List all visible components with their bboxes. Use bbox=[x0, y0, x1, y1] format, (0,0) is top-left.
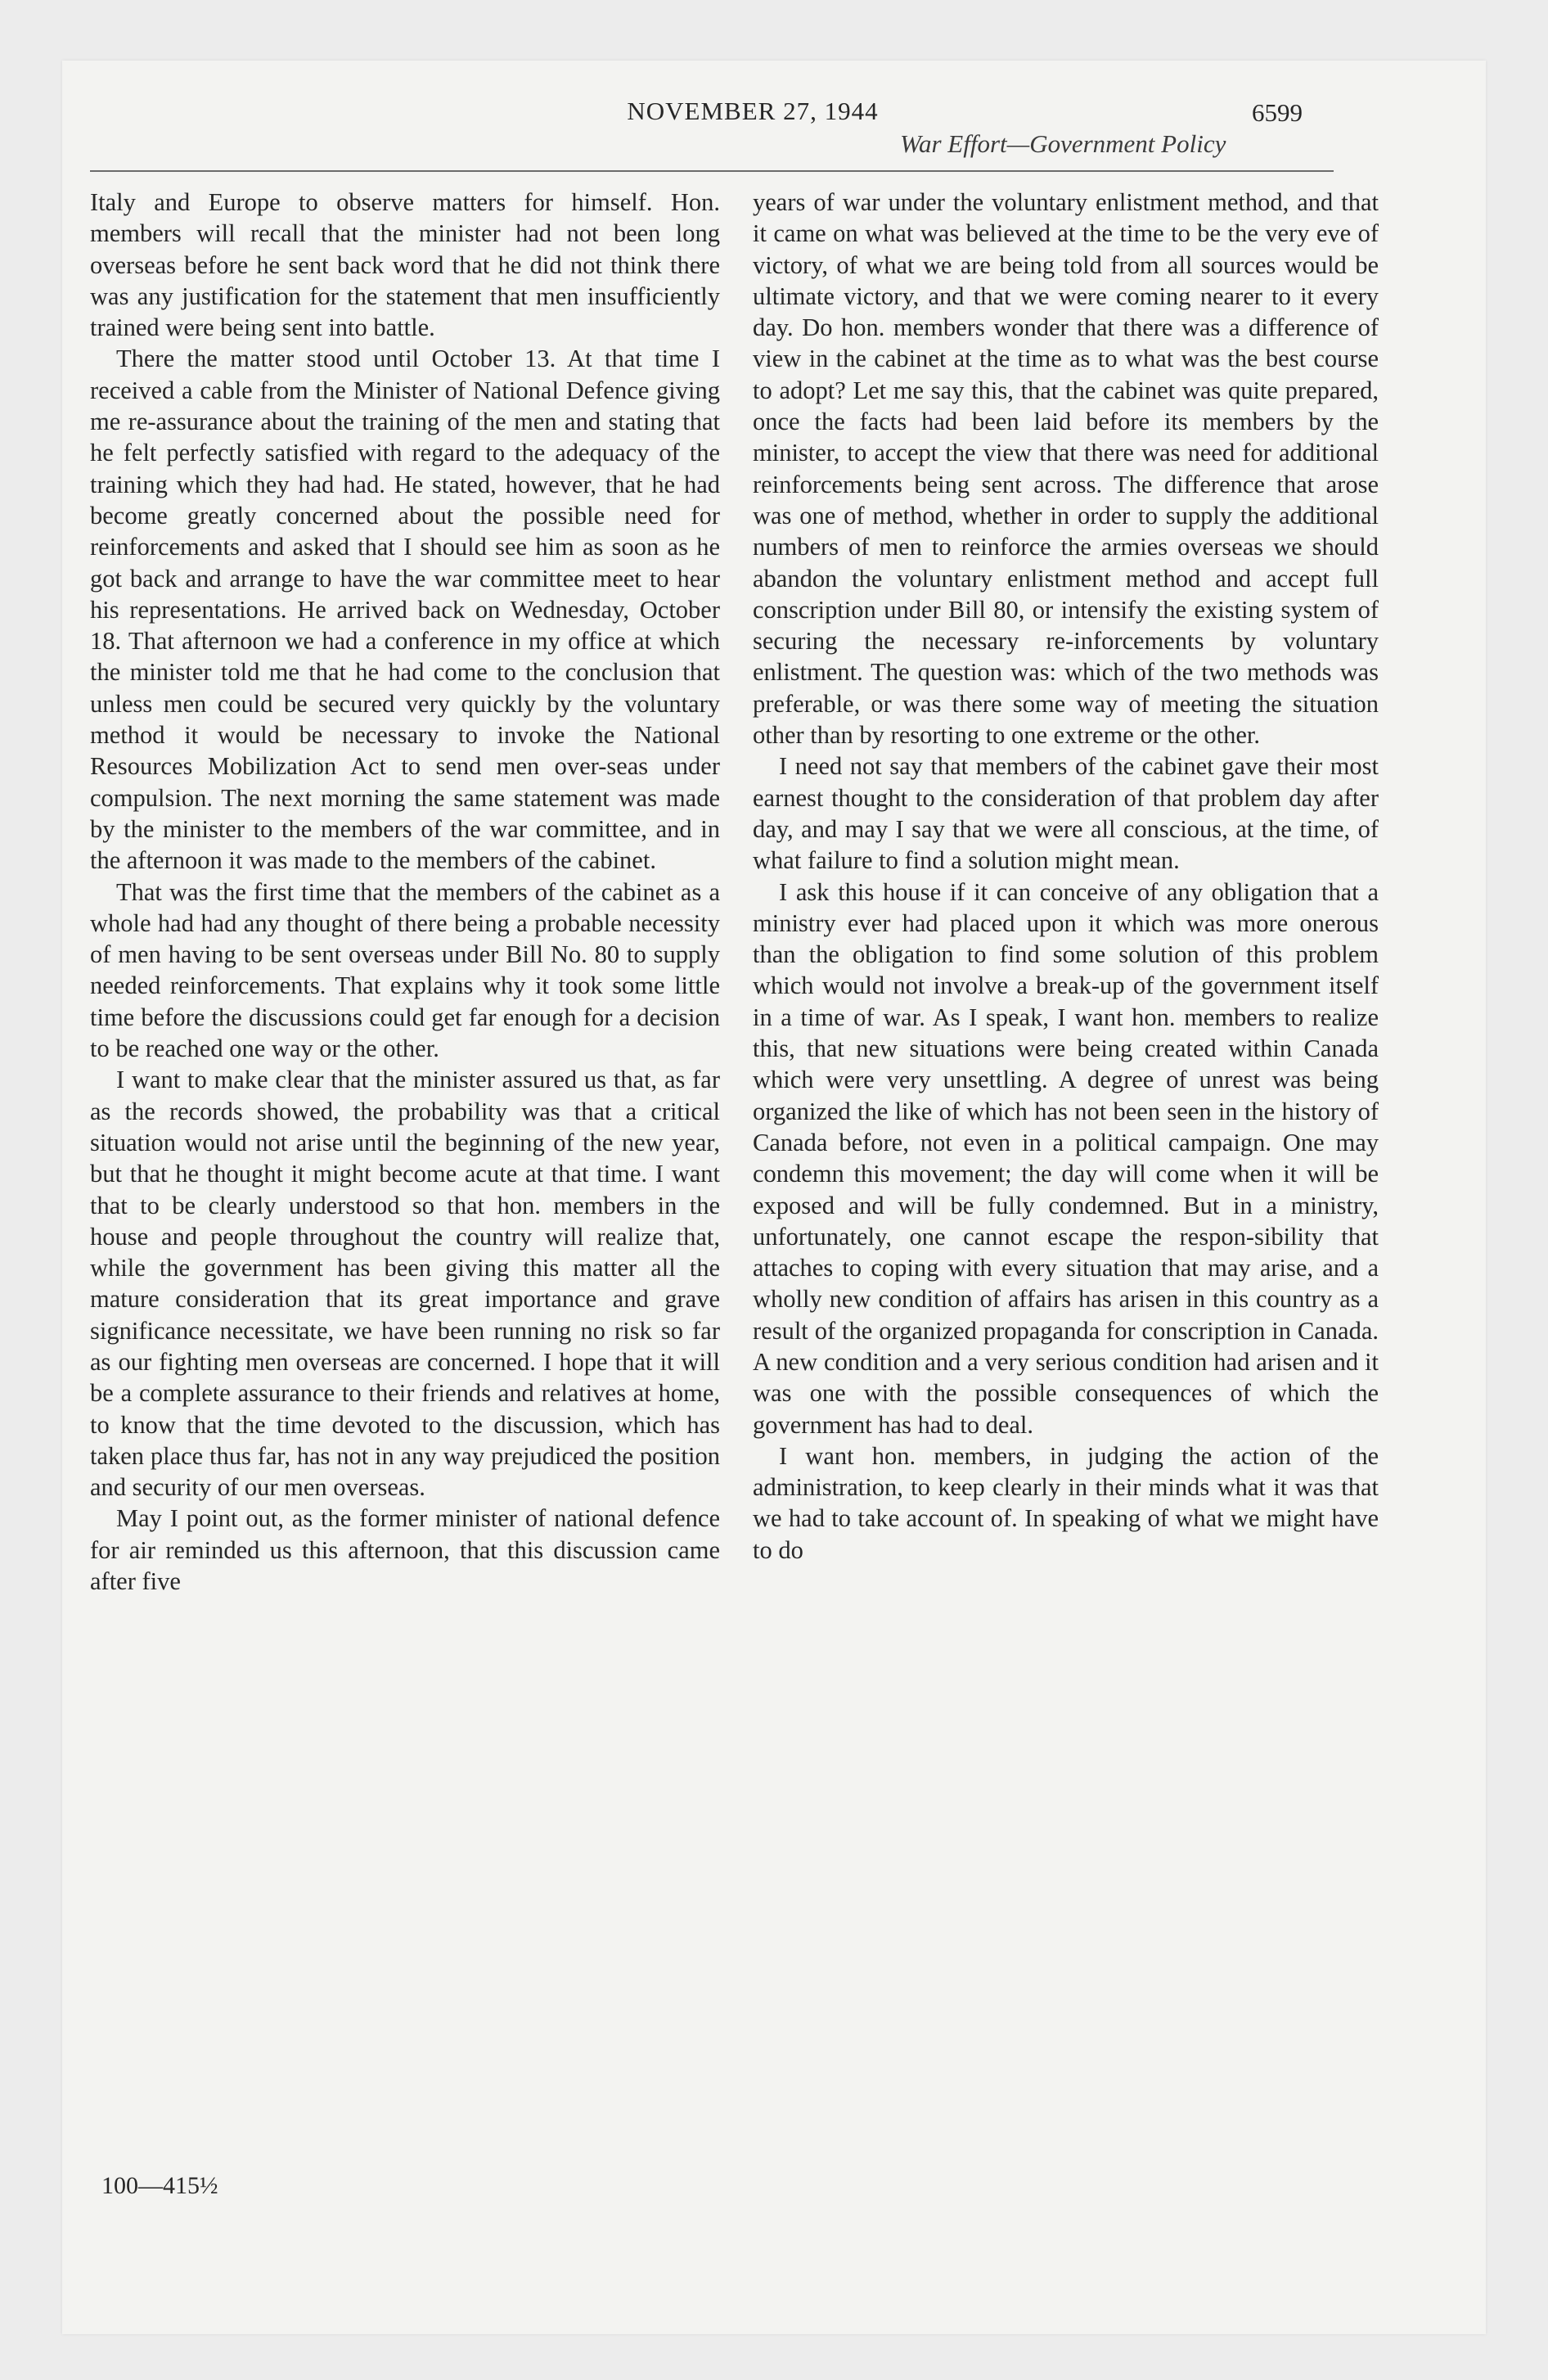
paragraph: I want hon. members, in judging the action of the administration, to keep clearly in their minds what it was that we had to take account of. In speaking of what we might have to do bbox=[753, 1441, 1379, 1564]
paragraph: There the matter stood until October 13. At that time I received a cable from the Minister of National Defence giving me re-assurance about the training of the men and stating that he felt perfectly satisfied with regard to the adequacy of the training which they had had. He stated, however, that he had become greatly concerned about the possible need for reinforcements and asked that I should see him as soon as he got back and arrange to have the war committee meet to hear his representations. He arrived back on Wednesday, October 18. That afternoon we had a conference in my office at which the minister told me that he had come to the conclusion that unless men could be secured very quickly by the voluntary method it would be necessary to invoke the National Resources Mobilization Act to send men over-seas under compulsion. The next morning the same statement was made by the minister to the members of the war committee, and in the afternoon it was made to the members of the cabinet. bbox=[90, 345, 720, 875]
signature-mark: 100—415½ bbox=[101, 2172, 218, 2199]
left-column bbox=[90, 187, 720, 1597]
paragraph: I ask this house if it can conceive of any obligation that a ministry ever had placed upon it which was more onerous than the obligation to find some solution of this problem which would not involve a break-up of the government itself in a time of war. As I speak, I want hon. members to realize this, that new situations were being created within Canada which were very unsettling. A degree of unrest was being organized the like of which has not been seen in the history of Canada before, not even in a political campaign. One may condemn this movement; the day will come when it will be exposed and will be fully condemned. But in a ministry, unfortunately, one cannot escape the respon-sibility that attaches to coping with every situation that may arise, and a wholly new condition of affairs has arisen in this country as a result of the organized propaganda for conscription in Canada. A new condition and a very serious condition had arisen and it was one with the possible consequences of which the government has had to deal. bbox=[753, 877, 1379, 1439]
header-date: NOVEMBER 27, 1944 bbox=[627, 97, 879, 125]
header-subtitle: War Effort—Government Policy bbox=[900, 129, 1226, 158]
paragraph: That was the first time that the members of the cabinet as a whole had had any thought of there being a probable necessity of men having to be sent overseas under Bill No. 80 to supply needed reinforcements. That explains why it took some little time before the discussions could get far enough for a decision to be reached one way or the other. bbox=[90, 877, 720, 1063]
header-rule bbox=[90, 170, 1334, 172]
paragraph: Italy and Europe to observe matters for himself. Hon. members will recall that the minister had not been long overseas before he sent back word that he did not think there was any justification for the statement that men insufficiently trained were being sent into battle. bbox=[90, 188, 720, 342]
paragraph: May I point out, as the former minister of national defence for air reminded us this afternoon, that this discussion came after five bbox=[90, 1504, 720, 1596]
paragraph: I want to make clear that the minister assured us that, as far as the records showed, the probability was that a critical situation would not arise until the beginning of the new year, but that he thought it might become acute at that time. I want that to be clearly understood so that hon. members in the house and people throughout the country will realize that, while the government has been giving this matter all the mature consideration that its great importance and grave significance necessitate, we have been running no risk so far as our fighting men overseas are concerned. I hope that it will be a complete assurance to their friends and relatives at home, to know that the time devoted to the discussion, which has taken place thus far, has not in any way prejudiced the position and security of our men overseas. bbox=[90, 1066, 720, 1502]
paragraph: years of war under the voluntary enlistment method, and that it came on what was believed at the time to be the very eve of victory, of what we are being told from all sources would be ultimate victory, and that we were coming nearer to it every day. Do hon. members wonder that there was a difference of view in the cabinet at the time as to what was the best course to adopt? Let me say this, that the cabinet was quite prepared, once the facts had been laid before its members by the minister, to accept the view that there was need for additional reinforcements being sent across. The difference that arose was one of method, whether in order to supply the additional numbers of men to reinforce the armies overseas we should abandon the voluntary enlistment method and accept full conscription under Bill 80, or intensify the existing system of securing the necessary re-inforcements by voluntary enlistment. The question was: which of the two methods was preferable, or was there some way of meeting the situation other than by resorting to one extreme or the other. bbox=[753, 188, 1379, 750]
page-number: 6599 bbox=[1252, 98, 1303, 127]
right-column bbox=[753, 187, 1379, 1566]
paragraph: I need not say that members of the cabinet gave their most earnest thought to the consideration of that problem day after day, and may I say that we were all conscious, at the time, of what failure to find a solution might mean. bbox=[753, 752, 1379, 875]
